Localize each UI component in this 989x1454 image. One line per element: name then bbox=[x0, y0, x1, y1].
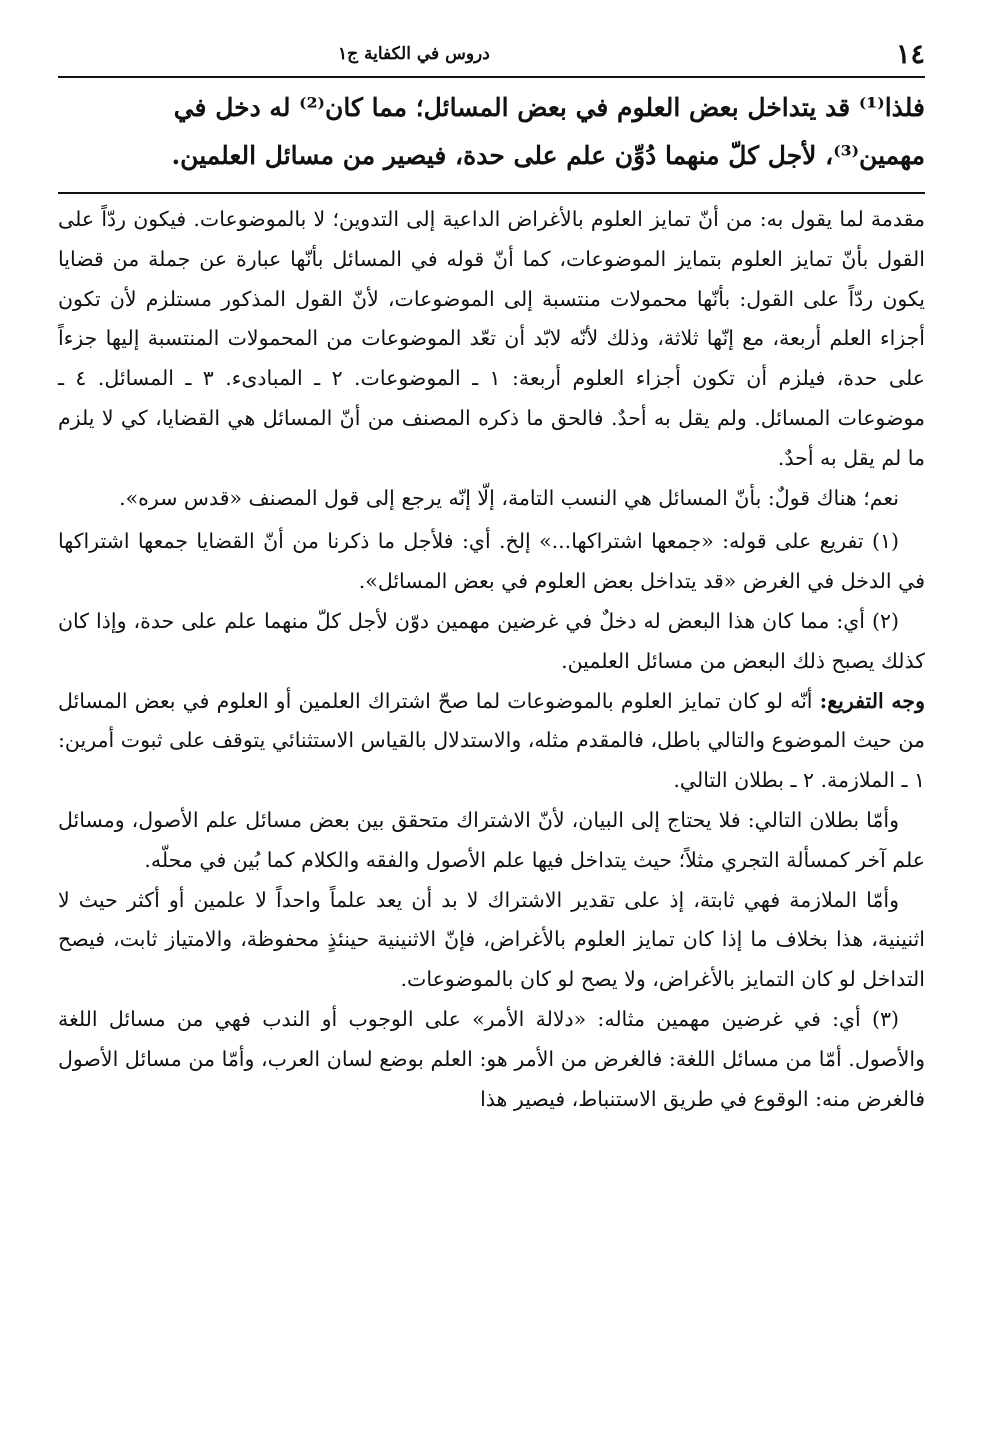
footnote-paragraph bbox=[58, 801, 925, 881]
main-text-line: مهمين⁽³⁾، لأجل كلّ منهما دُوِّن علم على حدة، فيصير من مسائل العلمين. bbox=[171, 141, 925, 170]
header-divider bbox=[58, 76, 925, 78]
page-header bbox=[58, 34, 925, 74]
footnote-text: وأمّا الملازمة فهي ثابتة، إذ على تقدير الاشتراك لا بد أن يعد علماً واحداً لا علمين أو أكثر حيث لا اثنينية، هذا بخلاف ما إذا كان تمايز العلوم بالأغراض، فإنّ الاثنينية حينئذٍ محفوظة، والامتياز ثابت، فيصح التداخل لو كان التمايز بالأغراض، ولا يصح لو كان بالموضوعات. bbox=[58, 887, 925, 992]
footnote-3 bbox=[58, 1000, 925, 1119]
footnotes bbox=[58, 200, 925, 1119]
footnote-lead: وجه التفريع: bbox=[819, 688, 925, 713]
footnote-divider bbox=[58, 192, 925, 194]
footnote-text: أنّه لو كان تمايز العلوم بالموضوعات لما صحّ اشتراك العلمين أو العلوم في بعض المسائل من حيث الموضوع والتالي باطل، فالمقدم مثله، والاستدلال بالقياس الاستثنائي يتوقف على ثبوت أمرين: ١ ـ الملازمة. ٢ ـ بطلان التالي. bbox=[58, 688, 925, 793]
main-text-line: فلذا⁽¹⁾ قد يتداخل بعض العلوم في بعض المسائل؛ مما كان⁽²⁾ له دخل في bbox=[173, 93, 925, 122]
main-text bbox=[58, 84, 925, 180]
footnote-text: وأمّا بطلان التالي: فلا يحتاج إلى البيان، لأنّ الاشتراك متحقق بين بعض مسائل علم الأصول، ومسائل علم آخر كمسألة التجري مثلاً؛ حيث يتداخل فيها علم الأصول والفقه والكلام كما بُين في محلّه. bbox=[58, 807, 925, 872]
footnote-paragraph bbox=[58, 682, 925, 801]
footnote-1 bbox=[58, 522, 925, 602]
footnote-text: نعم؛ هناك قولٌ: بأنّ المسائل هي النسب التامة، إلّا إنّه يرجع إلى قول المصنف «قدس سره». bbox=[119, 485, 899, 510]
book-title: دروس في الكفاية ج١ bbox=[338, 44, 490, 64]
footnote-paragraph bbox=[58, 479, 925, 519]
footnote-paragraph bbox=[58, 881, 925, 1000]
footnote-text: (٢) أي: مما كان هذا البعض له دخلٌ في غرضين مهمين دوّن لأجل كلّ منهما علم على حدة، وإذا كان كذلك يصبح ذلك البعض من مسائل العلمين. bbox=[58, 608, 925, 673]
footnote-text: مقدمة لما يقول به: من أنّ تمايز العلوم بالأغراض الداعية إلى التدوين؛ لا بالموضوعات. فيكون ردّاً على القول بأنّ تمايز العلوم بتمايز الموضوعات، كما أنّ قوله في المسائل بأنّها عبارة عن جملة من قضايا يكون ردّاً على القول: بأنّها محمولات منتسبة إلى الموضوعات، لأنّ القول المذكور مستلزم لأن تكون أجزاء العلم أربعة، مع إنّها ثلاثة، وذلك لأنّه لابّد أن تعّد الموضوعات من المحمولات المنتسبة إليها جزءاً على حدة، فيلزم أن تكون أجزاء العلوم أربعة: ١ ـ الموضوعات. ٢ ـ المبادىء. ٣ ـ المسائل. ٤ ـ موضوعات المسائل. ولم يقل به أحدٌ. فالحق ما ذكره المصنف من أنّ المسائل هي القضايا، كي لا يلزم ما لم يقل به أحدٌ. bbox=[58, 207, 925, 470]
footnote-2 bbox=[58, 602, 925, 682]
page-number: ١٤ bbox=[895, 38, 925, 70]
footnote-paragraph bbox=[58, 200, 925, 479]
footnote-text: (٣) أي: في غرضين مهمين مثاله: «دلالة الأمر» على الوجوب أو الندب فهي من مسائل اللغة والأصول. أمّا من مسائل اللغة: فالغرض من الأمر هو: العلم بوضع لسان العرب، وأمّا من مسائل الأصول فالغرض منه: الوقوع في طريق الاستنباط، فيصير هذا bbox=[58, 1006, 925, 1111]
footnote-text: (١) تفريع على قوله: «جمعها اشتراكها...» إلخ. أي: فلأجل ما ذكرنا من أنّ القضايا جمعها اشتراكها في الدخل في الغرض «قد يتداخل بعض العلوم في بعض المسائل». bbox=[58, 529, 925, 594]
